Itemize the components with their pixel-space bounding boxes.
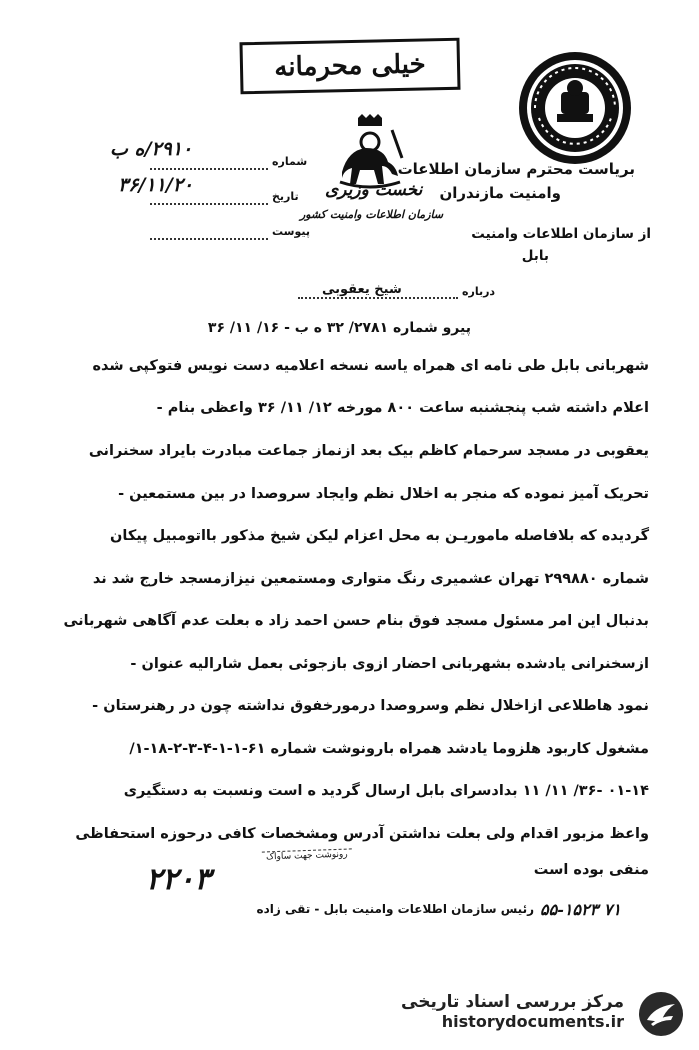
attachment-line [150, 238, 268, 240]
subject-line [298, 297, 458, 299]
body-line: ازسخنرانی یادشده بشهربانی احضار ازوی بازجوئی بعمل شارالیه عنوان - [130, 656, 649, 672]
lion-sun-emblem-icon [330, 112, 410, 190]
handwritten-number: ۲۲۰۳ [146, 862, 211, 897]
subject-label: درباره [462, 285, 496, 298]
number-value: ۲۹۱۰/ه ب [110, 138, 193, 160]
recipient-line-1: بریاست محترم سازمان اطلاعات [397, 160, 635, 178]
footer-brand-fa: مرکز بررسی اسناد تاریخی [401, 992, 624, 1012]
sender-line-1: از سازمان اطلاعات وامنیت [471, 226, 651, 242]
body-line: بدنبال این امر مسئول مسجد فوق بنام حسن احمد زاد ه بعلت عدم آگاهی شهربانی [63, 613, 649, 629]
seal-icon [515, 48, 635, 168]
number-label: شماره [272, 155, 308, 168]
body-line: منفی بوده است [533, 862, 649, 878]
body-line: ۰۱-۱۴ -۳۶/ ۱۱/ ۱۱ بدادسرای بابل ارسال گردید ه است ونسبت به دستگیری [123, 783, 649, 799]
attachment-label: پیوست [272, 225, 310, 238]
copy-stamp: رونوشت جهت ساواک [262, 848, 352, 862]
subject-value: شیخ یعقوبی [322, 282, 402, 297]
body-line: گردیده که بلافاصله ماموریـن به محل اعزام لیکن شیخ مذکور بااتومبیل پیکان [110, 528, 649, 544]
archive-logo-icon [637, 990, 685, 1038]
bottom-reference: ۵۵-۱۵۲۳ ۷۱ [540, 900, 621, 919]
body-line: اعلام داشته شب پنجشنبه ساعت ۸۰۰ مورخه ۱۲/ ۱۱/ ۳۶ واعظی بنام - [156, 400, 649, 416]
body-line: واعظ مزبور اقدام ولی بعلت نداشتن آدرس ومشخصات کافی درحوزه استحفاظی [75, 826, 649, 842]
date-line [150, 203, 268, 205]
signature-title: رئیس سازمان اطلاعات وامنیت بابل - تقی زاده [256, 902, 534, 916]
body-line: تحریک آمیز نموده که منجر به اخلال نظم وایجاد سروصدا در بین مستمعین - [118, 486, 649, 502]
footer-brand-en: historydocuments.ir [441, 1012, 624, 1031]
recipient-line-2: وامنیت مازندران [439, 184, 561, 202]
body-line: نمود هاطلاعی ازاخلال نظم وسروصدا درمورخفوق نداشته چون در رهنرستان - [92, 698, 649, 714]
confidential-stamp [239, 38, 460, 95]
body-line: شماره ۲۹۹۸۸۰ تهران عشمیری رنگ متواری ومستمعین نیزازمسجد خارج شد ند [92, 571, 649, 587]
follow-up-reference: پیرو شماره ۲۷۸۱/ ۳۲ ه ب - ۱۶/ ۱۱/ ۳۶ [207, 320, 471, 336]
body-line: مشغول کاربود هلزوما یادشد همراه بارونوشت شماره ۶۱-۱-۱-۴-۳-۲-۱۸-۱/ [129, 741, 649, 757]
handwritten-office-2: سازمان اطلاعات وامنیت کشور [300, 208, 444, 221]
footer-brand [401, 992, 624, 1031]
confidential-stamp-text: خیلی محرمانه [274, 49, 426, 83]
sender-line-2: بابل [521, 248, 549, 264]
handwritten-office-1: نخست وزیری [325, 180, 423, 200]
body-line: شهربانی بابل طی نامه ای همراه یاسه نسخه اعلامیه دست نویس فتوکپی شده [92, 358, 649, 374]
date-value: ۳۶/۱۱/۲۰ [118, 174, 194, 196]
number-line [150, 168, 268, 170]
date-label: تاریخ [272, 190, 299, 203]
body-line: یعقوبی در مسجد سرحمام کاظم بیک بعد ازنماز جماعت مبادرت بایراد سخنرانی [88, 443, 649, 459]
